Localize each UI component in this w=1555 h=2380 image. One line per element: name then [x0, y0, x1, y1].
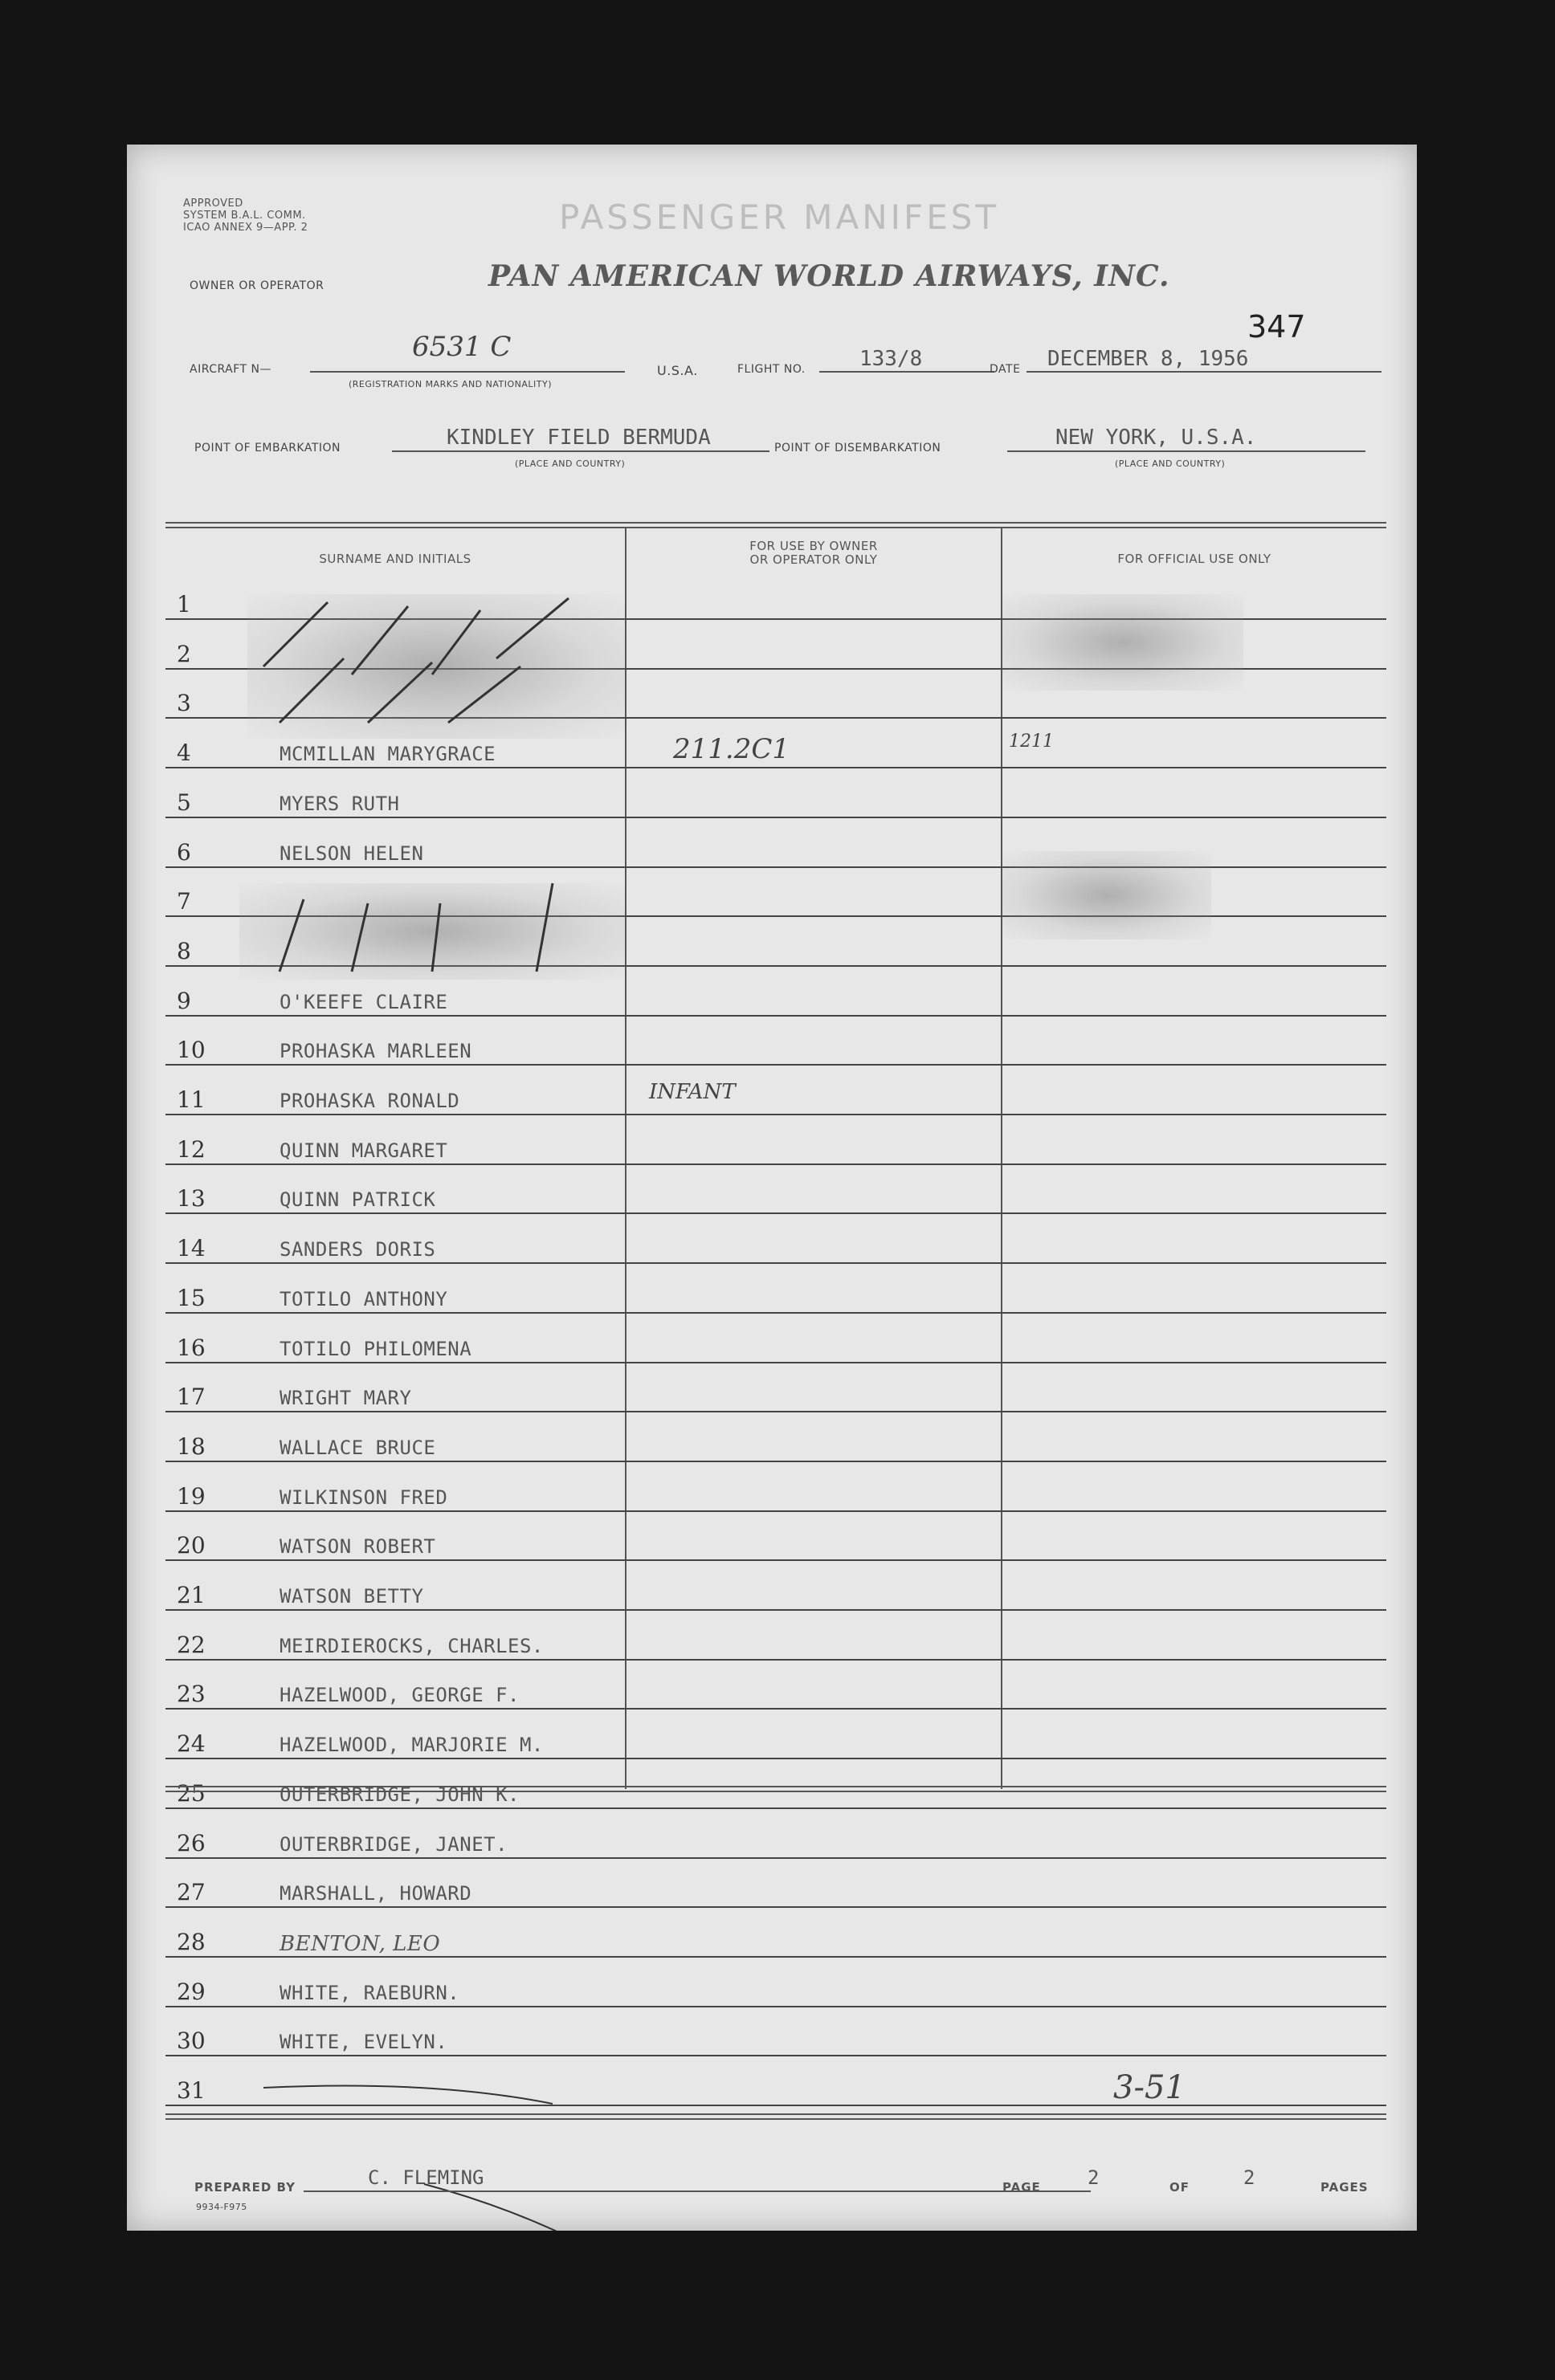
page-label: PAGE — [1002, 2180, 1041, 2195]
embarkation-label: POINT OF EMBARKATION — [194, 442, 341, 454]
row-number: 31 — [177, 2077, 206, 2104]
row-number: 26 — [177, 1830, 206, 1856]
embarkation-value: KINDLEY FIELD BERMUDA — [447, 426, 711, 450]
row-number: 7 — [177, 888, 191, 915]
passenger-name: O'KEEFE CLAIRE — [280, 991, 448, 1013]
form-code: 9934-F975 — [196, 2202, 247, 2212]
owner-note: INFANT — [649, 1080, 736, 1104]
passenger-name: OUTERBRIDGE, JANET. — [280, 1833, 508, 1856]
approval-line: SYSTEM B.A.L. COMM. — [183, 210, 306, 222]
row-number: 22 — [177, 1632, 206, 1658]
disembarkation-value: NEW YORK, U.S.A. — [1055, 426, 1257, 450]
row-number: 3 — [177, 690, 191, 716]
row-number: 6 — [177, 839, 191, 866]
passenger-name: WHITE, EVELYN. — [280, 2031, 448, 2053]
passenger-name: SANDERS DORIS — [280, 1238, 436, 1261]
aircraft-label: AIRCRAFT N— — [190, 363, 272, 376]
manifest-title: PASSENGER MANIFEST — [559, 198, 1000, 237]
aircraft-value: 6531 C — [412, 331, 512, 363]
row-number: 27 — [177, 1879, 206, 1905]
official-note: 1211 — [1009, 732, 1054, 752]
row-number: 20 — [177, 1532, 206, 1559]
aircraft-caption: (REGISTRATION MARKS AND NATIONALITY) — [349, 379, 553, 389]
passenger-name: PROHASKA RONALD — [280, 1090, 460, 1112]
passenger-name: WILKINSON FRED — [280, 1486, 448, 1509]
row-number: 24 — [177, 1730, 206, 1757]
row-number: 30 — [177, 2027, 206, 2054]
disembarkation-caption: (PLACE AND COUNTRY) — [1115, 458, 1226, 469]
row-number: 11 — [177, 1086, 206, 1113]
row-number: 13 — [177, 1185, 206, 1212]
airline-name: PAN AMERICAN WORLD AIRWAYS, INC. — [488, 259, 1170, 293]
row-number: 25 — [177, 1780, 206, 1807]
row-number: 2 — [177, 641, 191, 667]
passenger-name: WALLACE BRUCE — [280, 1437, 436, 1459]
passenger-name: WATSON BETTY — [280, 1585, 424, 1608]
passenger-name: HAZELWOOD, GEORGE F. — [280, 1684, 520, 1706]
row-number: 1 — [177, 591, 191, 617]
passenger-name: MARSHALL, HOWARD — [280, 1882, 472, 1905]
row-number: 19 — [177, 1483, 206, 1510]
table-bottom-rule — [165, 2113, 1386, 2120]
col-head-owner-line: OR OPERATOR ONLY — [749, 552, 878, 567]
row-number: 29 — [177, 1979, 206, 2005]
manifest-sheet — [127, 145, 1417, 2231]
passenger-name: MYERS RUTH — [280, 793, 400, 815]
passenger-name: WATSON ROBERT — [280, 1535, 436, 1558]
row-number: 9 — [177, 988, 191, 1014]
manifest-number: 347 — [1247, 309, 1306, 344]
row-number: 12 — [177, 1136, 206, 1163]
row-number: 28 — [177, 1929, 206, 1955]
passenger-name: QUINN PATRICK — [280, 1188, 436, 1211]
col-head-official: FOR OFFICIAL USE ONLY — [1117, 552, 1271, 566]
passenger-name: NELSON HELEN — [280, 842, 424, 865]
table-bottom-rule-a — [165, 1786, 1386, 1792]
approval-line: ICAO ANNEX 9—APP. 2 — [183, 222, 308, 234]
approval-line: APPROVED — [183, 198, 243, 210]
row-number: 23 — [177, 1681, 206, 1707]
passenger-name: QUINN MARGARET — [280, 1139, 448, 1162]
row-number: 10 — [177, 1037, 206, 1063]
passenger-name: WHITE, RAEBURN. — [280, 1982, 460, 2004]
pages-label: PAGES — [1320, 2180, 1369, 2195]
owner-note: 211.2C1 — [673, 733, 790, 765]
passenger-name: BENTON, LEO — [280, 1932, 441, 1956]
prepared-by-label: PREPARED BY — [194, 2180, 296, 2195]
col-head-owner-line: FOR USE BY OWNER — [749, 539, 878, 553]
flight-value: 133/8 — [859, 347, 923, 371]
prepared-by-value: C. FLEMING — [368, 2166, 484, 2189]
row-number: 15 — [177, 1285, 206, 1311]
passenger-name: WRIGHT MARY — [280, 1387, 412, 1409]
date-value: DECEMBER 8, 1956 — [1047, 347, 1249, 371]
date-label: DATE — [990, 363, 1021, 376]
strike-out-marks — [127, 145, 1417, 2231]
row-number: 8 — [177, 938, 191, 964]
row-number: 17 — [177, 1384, 206, 1410]
row-number: 5 — [177, 789, 191, 816]
of-value: 2 — [1243, 2166, 1255, 2189]
of-label: OF — [1169, 2180, 1190, 2195]
owner-label: OWNER OR OPERATOR — [190, 279, 324, 292]
passenger-name: MCMILLAN MARYGRACE — [280, 743, 496, 765]
passenger-name: PROHASKA MARLEEN — [280, 1040, 472, 1062]
flight-label: FLIGHT NO. — [737, 363, 806, 376]
usa-label: U.S.A. — [657, 363, 698, 378]
passenger-name: TOTILO ANTHONY — [280, 1288, 448, 1310]
row-number: 14 — [177, 1235, 206, 1261]
prepared-underline — [304, 2190, 1091, 2192]
passenger-name: HAZELWOOD, MARJORIE M. — [280, 1734, 544, 1756]
disembarkation-label: POINT OF DISEMBARKATION — [774, 442, 941, 454]
official-note: 3-51 — [1113, 2069, 1186, 2106]
row-number: 4 — [177, 740, 191, 766]
row-number: 16 — [177, 1335, 206, 1361]
page-value: 2 — [1088, 2166, 1100, 2189]
col-head-surname: SURNAME AND INITIALS — [319, 552, 471, 566]
passenger-name: OUTERBRIDGE, JOHN K. — [280, 1783, 520, 1806]
embarkation-caption: (PLACE AND COUNTRY) — [515, 458, 626, 469]
row-number: 21 — [177, 1582, 206, 1608]
passenger-name: TOTILO PHILOMENA — [280, 1338, 472, 1360]
passenger-name: MEIRDIEROCKS, CHARLES. — [280, 1635, 544, 1657]
row-number: 18 — [177, 1433, 206, 1460]
